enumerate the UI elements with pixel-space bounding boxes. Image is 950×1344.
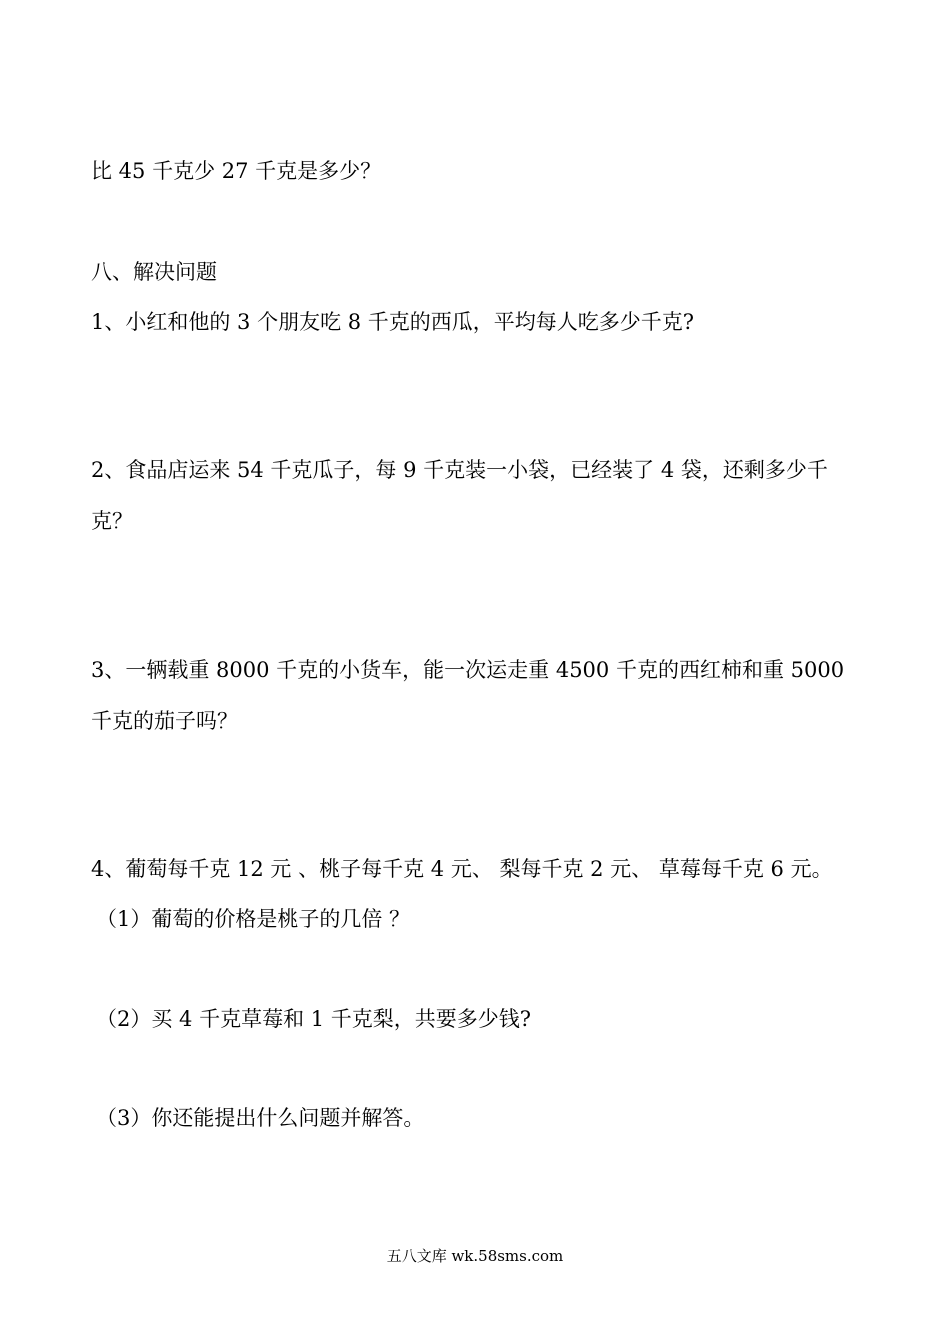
problem-3-line-1: 3、一辆载重 8000 千克的小货车，能一次运走重 4500 千克的西红柿和重 5000 bbox=[91, 658, 845, 682]
problem-4-sub-2: （2）买 4 千克草莓和 1 千克梨，共要多少钱? bbox=[96, 1007, 532, 1031]
problem-4-sub-3: （3）你还能提出什么问题并解答。 bbox=[96, 1106, 425, 1130]
problem-4-sub-1: （1）葡萄的价格是桃子的几倍 ？ bbox=[96, 907, 411, 931]
problem-2-line-1: 2、食品店运来 54 千克瓜子，每 9 千克装一小袋，已经装了 4 袋，还剩多少千 bbox=[91, 458, 828, 482]
intro-question: 比 45 千克少 27 千克是多少？ bbox=[91, 159, 382, 183]
problem-4: 4、葡萄每千克 12 元 、桃子每千克 4 元、 梨每千克 2 元、 草莓每千克 6 元。 bbox=[91, 857, 833, 881]
section-title: 八、解决问题 bbox=[91, 260, 217, 284]
problem-2-line-2: 克？ bbox=[91, 509, 133, 533]
problem-1: 1、小红和他的 3 个朋友吃 8 千克的西瓜，平均每人吃多少千克? bbox=[91, 310, 695, 334]
problem-3-line-2: 千克的茄子吗？ bbox=[91, 709, 238, 733]
footer-source: 五八文库 wk.58sms.com bbox=[386, 1247, 564, 1265]
